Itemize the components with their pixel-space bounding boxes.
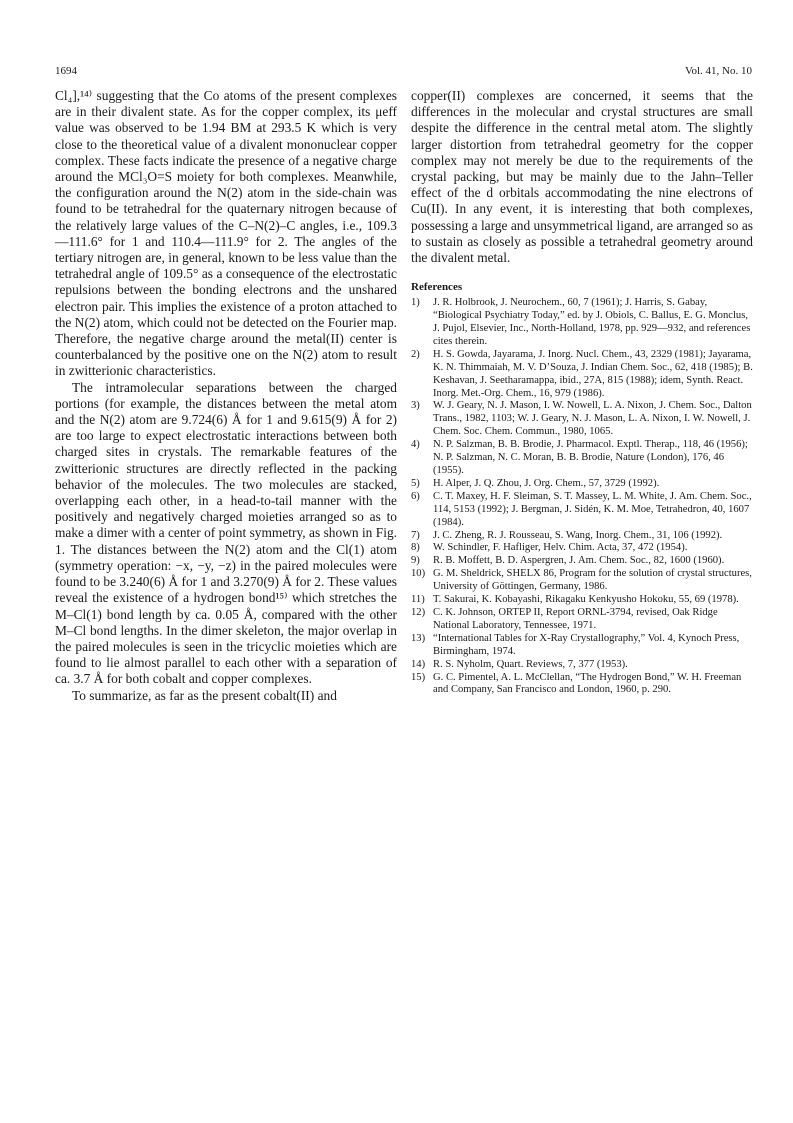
reference-list xyxy=(411,297,753,697)
reference-text: H. Alper, J. Q. Zhou, J. Org. Chem., 57, 3729 (1992). xyxy=(433,477,660,489)
reference-text: R. S. Nyholm, Quart. Reviews, 7, 377 (1953). xyxy=(433,658,628,670)
reference-text: J. R. Holbrook, J. Neurochem., 60, 7 (1961); J. Harris, S. Gabay, “Biological Psychiatry Today,” ed. by J. Obiols, C. Ballus, E. G. Monclus, J. Pujol, Elsevier, Inc., North-Holland, 1978, pp. 929—932, and references cites therein. xyxy=(433,297,751,347)
body-paragraph: copper(II) complexes are concerned, it seems that the differences in the molecular and crystal structures are small despite the difference in the central metal atom. The slightly larger distortion from tetrahedral geometry for the copper complex may not merely be due to the requirements of the crystal packing, but may be mainly due to the Jahn–Teller effect of the d orbitals accommodating the nine electrons of Cu(II). In any event, it is interesting that both complexes, possessing a large and unsymmetrical ligand, are arranged so as to sustain as closely as possible a tetrahedral geometry around the divalent metal. xyxy=(411,88,753,266)
reference-text: G. C. Pimentel, A. L. McClellan, “The Hydrogen Bond,” W. H. Freeman and Company, San Francisco and London, 1960, p. 290. xyxy=(433,671,742,696)
reference-item xyxy=(411,633,753,659)
running-header xyxy=(55,65,752,81)
body-paragraph: To summarize, as far as the present cobalt(II) and xyxy=(72,687,337,703)
reference-item xyxy=(411,607,753,633)
reference-item xyxy=(411,594,753,607)
reference-number: 8) xyxy=(411,542,420,554)
reference-number: 10) xyxy=(411,568,426,580)
reference-item xyxy=(411,555,753,568)
references-heading: References xyxy=(411,281,463,294)
reference-number: 1) xyxy=(411,297,420,309)
reference-number: 3) xyxy=(411,400,420,412)
body-paragraph: The intramolecular separations between the charged portions (for example, the distances between the metal atom and the N(2) atom are 9.724(6) Å for 1 and 9.615(9) Å for 2) are too large to expect electrostatic interactions between both charged sites in crystals. The remarkable features of the zwitterionic structures are directly reflected in the packing behavior of the molecules. The two molecules are stacked, overlapping each other, in a head-to-tail manner with the positively and negatively charged moieties arranged so as to make a dimer with a center of point symmetry, as shown in Fig. 1. The distances between the N(2) atom and the Cl(1) atom (symmetry operation: −x, −y, −z) in the paired molecules were found to be 3.240(6) Å for 1 and 3.270(9) Å for 2. These values reveal the existence of a hydrogen bond¹⁵⁾ which stretches the M–Cl(1) bond length by ca. 0.05 Å, compared with the other M–Cl bond lengths. In the dimer skeleton, the major overlap in the paired molecules is seen in the tricyclic moieties which are found to lie almost parallel to each other with a separation of ca. 3.7 Å for both cobalt and copper complexes. xyxy=(55,379,397,687)
reference-text: “International Tables for X-Ray Crystallography,” Vol. 4, Kynoch Press, Birmingham, 1974. xyxy=(433,632,740,657)
reference-text: G. M. Sheldrick, SHELX 86, Program for the solution of crystal structures, University of Göttingen, Germany, 1986. xyxy=(433,568,752,593)
reference-number: 11) xyxy=(411,594,425,606)
reference-item xyxy=(411,568,753,594)
reference-item xyxy=(411,478,753,491)
reference-number: 15) xyxy=(411,671,426,683)
reference-number: 9) xyxy=(411,555,420,567)
reference-number: 2) xyxy=(411,348,420,360)
left-column xyxy=(55,88,397,704)
reference-number: 14) xyxy=(411,658,426,670)
reference-number: 6) xyxy=(411,490,420,502)
reference-text: W. Schindler, F. Hafliger, Helv. Chim. Acta, 37, 472 (1954). xyxy=(433,542,688,554)
reference-item xyxy=(411,530,753,543)
page-number: 1694 xyxy=(55,65,77,77)
body-paragraph: Cl₄],¹⁴⁾ suggesting that the Co atoms of the present complexes are in their divalent state. As for the copper complex, its μeff value was observed to be 1.94 BM at 293.5 K which is very close to the theoretical value of a divalent mononuclear copper complex. These facts indicate the presence of a negative charge around the MCl₃O=S moiety for both complexes. Meanwhile, the configuration around the N(2) atom in the side-chain was found to be tetrahedral for the quaternary nitrogen because of the relatively large values of the C–N(2)–C angles, i.e., 109.3—111.6° for 1 and 110.4—111.9° for 2. The angles of the tertiary nitrogen are, in general, known to be less value than the tetrahedral angle of 109.5° as a consequence of the electrostatic repulsions between the bonding electrons and the unshared electron pair. This implies the existence of a proton attached to the N(2) atom, which could not be detected on the Fourier map. Therefore, the negative charge around the metal(II) center is counterbalanced by the positive one on the N(2) atom to result in zwitterionic characteristics. xyxy=(55,88,397,379)
reference-item xyxy=(411,349,753,401)
reference-item xyxy=(411,439,753,478)
reference-item xyxy=(411,400,753,439)
reference-item xyxy=(411,297,753,349)
reference-text: H. S. Gowda, Jayarama, J. Inorg. Nucl. Chem., 43, 2329 (1981); Jayarama, K. N. Thimmaiah, M. V. D’Souza, J. Indian Chem. Soc., 62, 418 (1985); B. Keshavan, J. Seetharamappa, ibid., 27A, 815 (1988); idem, Synth. React. Inorg. Met.-Org. Chem., 16, 979 (1986). xyxy=(433,348,753,399)
reference-text: W. J. Geary, N. J. Mason, I. W. Nowell, L. A. Nixon, J. Chem. Soc., Dalton Trans., 1982, 1103; W. J. Geary, N. J. Mason, L. A. Nixon, I. W. Nowell, J. Chem. Soc. Chem. Commun., 1980, 1065. xyxy=(433,400,752,438)
reference-text: J. C. Zheng, R. J. Rousseau, S. Wang, Inorg. Chem., 31, 106 (1992). xyxy=(433,529,723,541)
reference-item xyxy=(411,659,753,672)
journal-volume: Vol. 41, No. 10 xyxy=(684,65,752,77)
right-column xyxy=(411,88,753,697)
reference-text: R. B. Moffett, B. D. Aspergren, J. Am. Chem. Soc., 82, 1600 (1960). xyxy=(433,555,725,567)
reference-item xyxy=(411,542,753,555)
reference-number: 5) xyxy=(411,477,420,489)
reference-number: 7) xyxy=(411,529,420,541)
reference-number: 13) xyxy=(411,632,426,644)
reference-text: N. P. Salzman, B. B. Brodie, J. Pharmacol. Exptl. Therap., 118, 46 (1956); N. P. Salzman, N. C. Moran, B. B. Brodie, Nature (London), 176, 46 (1955). xyxy=(433,439,748,477)
reference-number: 4) xyxy=(411,439,420,451)
reference-item xyxy=(411,672,753,698)
reference-text: T. Sakurai, K. Kobayashi, Rikagaku Kenkyusho Hokoku, 55, 69 (1978). xyxy=(433,594,739,606)
reference-text: C. T. Maxey, H. F. Sleiman, S. T. Massey, L. M. White, J. Am. Chem. Soc., 114, 5153 (1992); J. Bergman, J. Sidén, K. M. Moe, Tetrahedron, 40, 1607 (1984). xyxy=(433,490,752,528)
reference-text: C. K. Johnson, ORTEP II, Report ORNL-3794, revised, Oak Ridge National Laboratory, Tennessee, 1971. xyxy=(433,606,718,631)
reference-number: 12) xyxy=(411,606,426,618)
reference-item xyxy=(411,491,753,530)
